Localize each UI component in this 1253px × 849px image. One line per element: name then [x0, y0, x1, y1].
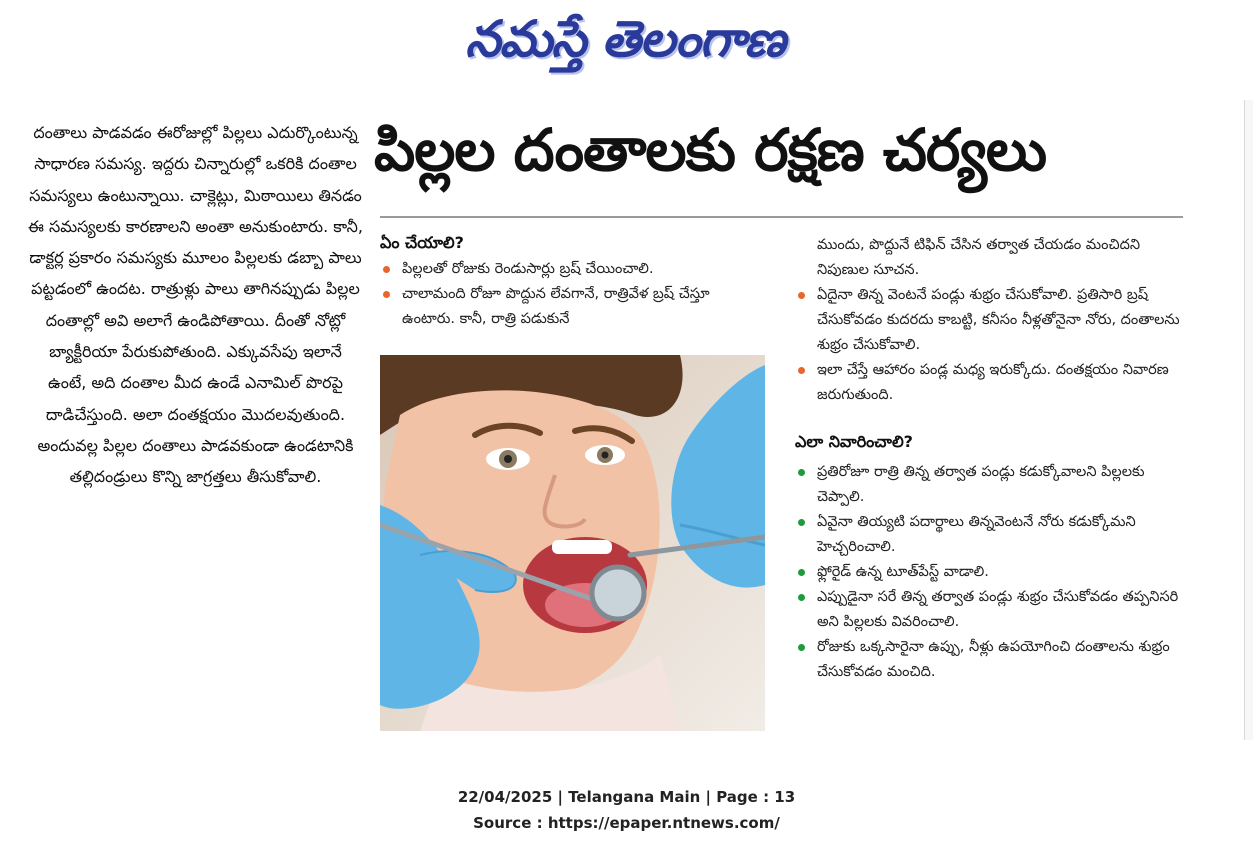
list-item: ప్రతిరోజూ రాత్రి తిన్న తర్వాత పండ్లు కడుక్కోవాలని పిల్లలకు చెప్పాలి.: [795, 460, 1195, 510]
tips-column-right: [795, 233, 1195, 685]
bullet-icon: [798, 469, 805, 476]
list-item: ఎప్పుడైనా సరే తిన్న తర్వాత పండ్లు శుభ్రం చేసుకోవడం తప్పనిసరి అని పిల్లలకు వివరించాలి.: [795, 585, 1195, 635]
headline-divider: [380, 216, 1183, 218]
list-item: ఇలా చేస్తే ఆహారం పండ్ల మధ్య ఇరుక్కోదు. దంతక్షయం నివారణ జరుగుతుంది.: [795, 358, 1195, 408]
continued-text: ముందు, పొద్దునే టిఫిన్ చేసిన తర్వాత చేయడం మంచిదని నిపుణుల సూచన.: [817, 237, 1141, 278]
bullet-icon: [798, 594, 805, 601]
list-item: పిల్లలతో రోజుకు రెండుసార్లు బ్రష్ చేయించాలి.: [380, 257, 752, 282]
bullet-icon: [798, 569, 805, 576]
bullet-icon: [798, 644, 805, 651]
bullet-icon: [798, 367, 805, 374]
list-item: రోజుకు ఒక్కసారైనా ఉప్పు, నీళ్లు ఉపయోగించి దంతాలను శుభ్రం చేసుకోవడం మంచిది.: [795, 635, 1195, 685]
what-to-do-list-continued: [795, 283, 1195, 408]
list-item: ఏదైనా తిన్న వెంటనే పండ్లు శుభ్రం చేసుకోవాలి. ప్రతిసారి బ్రష్ చేసుకోవడం కుదరదు కాబట్టి, కనీసం నీళ్లతోనైనా నోరు, దంతాలను శుభ్రం చేసుకోవాలి.: [795, 283, 1195, 358]
bullet-icon: [798, 292, 805, 299]
article-headline: పిల్లల దంతాలకు రక్షణ చర్యలు: [374, 116, 1047, 184]
dentist-photo: [380, 355, 765, 731]
list-item: చాలామంది రోజూ పొద్దున లేవగానే, రాత్రివేళ బ్రష్ చేస్తూ ఉంటారు. కానీ, రాత్రి పడుకునే: [380, 282, 752, 332]
intro-paragraph: [28, 117, 363, 493]
source-link[interactable]: Source : https://epaper.ntnews.com/: [473, 814, 780, 832]
child-dental-checkup-illustration: [380, 355, 765, 731]
masthead-logo: నమస్తే తెలంగాణ: [465, 10, 785, 68]
prevention-list: [795, 460, 1195, 685]
page-edge-divider: [1244, 100, 1253, 740]
list-item: ఏవైనా తియ్యటి పదార్థాలు తిన్నవెంటనే నోరు కడుక్కోమని హెచ్చరించాలి.: [795, 510, 1195, 560]
edition-info: 22/04/2025 | Telangana Main | Page : 13: [457, 788, 796, 806]
section-what-to-do-heading: ఏం చేయాలి?: [380, 233, 464, 252]
bullet-icon: [798, 519, 805, 526]
page-footer: [0, 784, 1253, 836]
list-item: ఫ్లోరైడ్ ఉన్న టూత్‌పేస్ట్ వాడాలి.: [795, 560, 1195, 585]
what-to-do-list: [380, 257, 752, 332]
bullet-icon: [383, 266, 390, 273]
intro-text: దంతాలు పాడవడం ఈరోజుల్లో పిల్లలు ఎదుర్కొంటున్న సాధారణ సమస్య. ఇద్దరు చిన్నారుల్లో ఒకరికి దంతాల సమస్యలు ఉంటున్నాయి. చాక్లెట్లు, మిఠాయిలు తినడం ఈ సమస్యలకు కారణాలని అంతా అనుకుంటారు. కానీ, డాక్టర్ల ప్రకారం సమస్యకు మూలం పిల్లలకు డబ్బా పాలు పట్టడంలో ఉందట. రాత్రుళ్లు పాలు తాగినప్పుడు పిల్లల దంతాల్లో అవి అలాగే ఉండిపోతాయి. దీంతో నోట్లో బ్యాక్టీరియా పేరుకుపోతుంది. ఎక్కువసేపు ఇలానే ఉంటే, అది దంతాల మీద ఉండే ఎనామిల్ పొరపై దాడిచేస్తుంది. అలా దంతక్షయం మొదలవుతుంది. అందువల్ల పిల్లల దంతాలు పాడవకుండా ఉండటానికి తల్లిదండ్రులు కొన్ని జాగ్రత్తలు తీసుకోవాలి.: [28, 123, 363, 487]
bullet-icon: [383, 291, 390, 298]
tips-column-left: [380, 229, 752, 332]
section-prevention-heading: ఎలా నివారించాలి?: [795, 432, 913, 451]
